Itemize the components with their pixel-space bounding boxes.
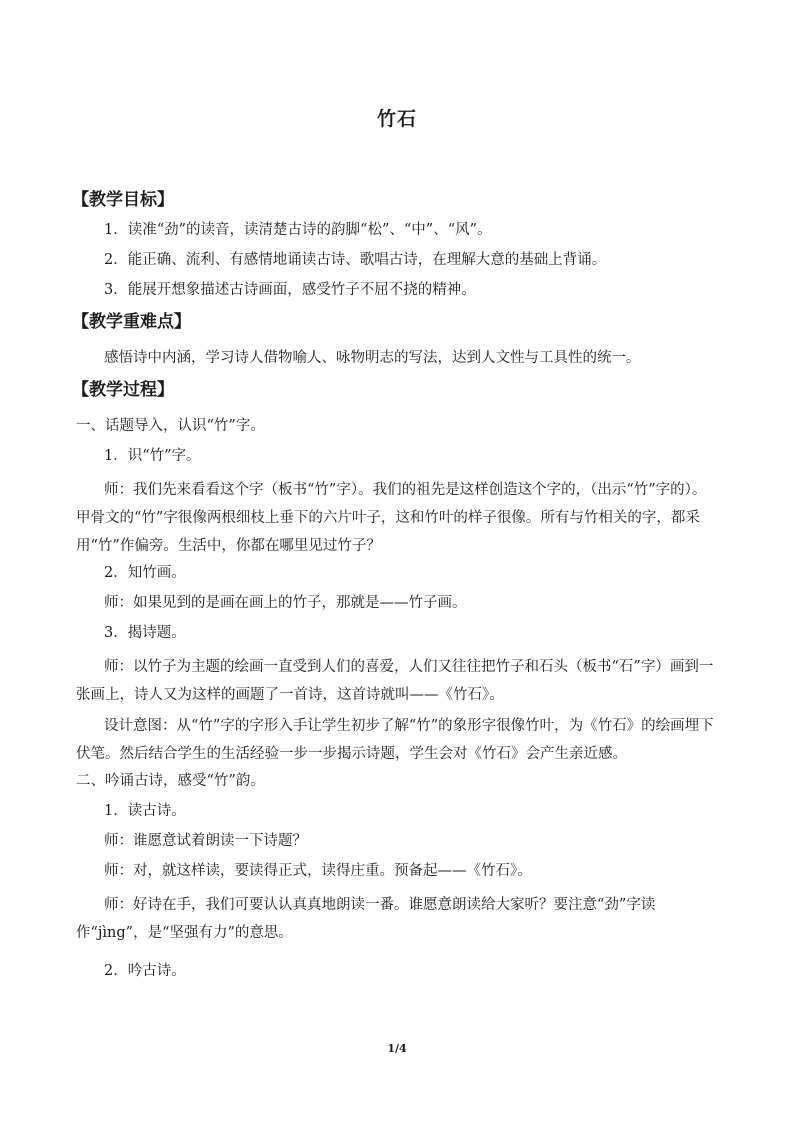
document-body xyxy=(72,188,716,991)
paragraph: 2．吟古诗。 xyxy=(104,963,186,979)
goal-item: 2．能正确、流利、有感情地诵读古诗、歌唱古诗，在理解大意的基础上背诵。 xyxy=(104,252,607,268)
page-title: 竹石 xyxy=(376,108,417,130)
page-number: 1/4 xyxy=(387,1042,407,1055)
paragraph: 3．揭诗题。 xyxy=(104,625,186,641)
paragraph: 师：如果见到的是画在画上的竹子，那就是——竹子画。 xyxy=(104,595,467,611)
goal-item: 3．能展开想象描述古诗画面，感受竹子不屈不挠的精神。 xyxy=(104,282,476,298)
paragraph: 1．读古诗。 xyxy=(104,803,186,819)
paragraph: 1．识“竹”字。 xyxy=(104,448,201,464)
key-points-text: 感悟诗中内涵，学习诗人借物喻人、咏物明志的写法，达到人文性与工具性的统一。 xyxy=(104,350,641,366)
paragraph: 2．知竹画。 xyxy=(104,565,186,581)
design-intent: 设计意图：从“竹”字的字形入手让学生初步了解“竹”的象形字很像竹叶，为《竹石》的绘画埋下伏笔。然后结合学生的生活经验一步一步揭示诗题，学生会对《竹石》会产生亲近感。 xyxy=(76,718,714,762)
paragraph: 师：好诗在手，我们可要认认真真地朗读一番。谁愿意朗读给大家听？要注意“劲”字读作“jìng”，是“坚强有力”的意思。 xyxy=(76,897,656,941)
section-heading-key-points: 【教学重难点】 xyxy=(72,312,191,332)
section-heading-process: 【教学过程】 xyxy=(72,380,174,400)
section-heading-goals: 【教学目标】 xyxy=(72,190,174,210)
paragraph: 师：以竹子为主题的绘画一直受到人们的喜爱，人们又往往把竹子和石头（板书“石”字）画到一张画上，诗人又为这样的画题了一首诗，这首诗就叫——《竹石》。 xyxy=(76,659,714,703)
paragraph: 师：我们先来看看这个字（板书“竹”字）。我们的祖先是这样创造这个字的，（出示“竹”字的）。甲骨文的“竹”字很像两根细枝上垂下的六片叶子，这和竹叶的样子很像。所有与竹相关的字，都采用“竹”作偏旁。生活中，你都在哪里见过竹子？ xyxy=(76,482,707,554)
goal-item: 1．读准“劲”的读音，读清楚古诗的韵脚“松”、“中”、“风”。 xyxy=(104,222,492,238)
part-title: 一、话题导入，认识“竹”字。 xyxy=(76,418,265,434)
paragraph: 师：对，就这样读，要读得正式，读得庄重。预备起——《竹石》。 xyxy=(104,863,532,879)
part-title: 二、吟诵古诗，感受“竹”韵。 xyxy=(76,773,265,789)
paragraph: 师：谁愿意试着朗读一下诗题？ xyxy=(104,833,307,849)
